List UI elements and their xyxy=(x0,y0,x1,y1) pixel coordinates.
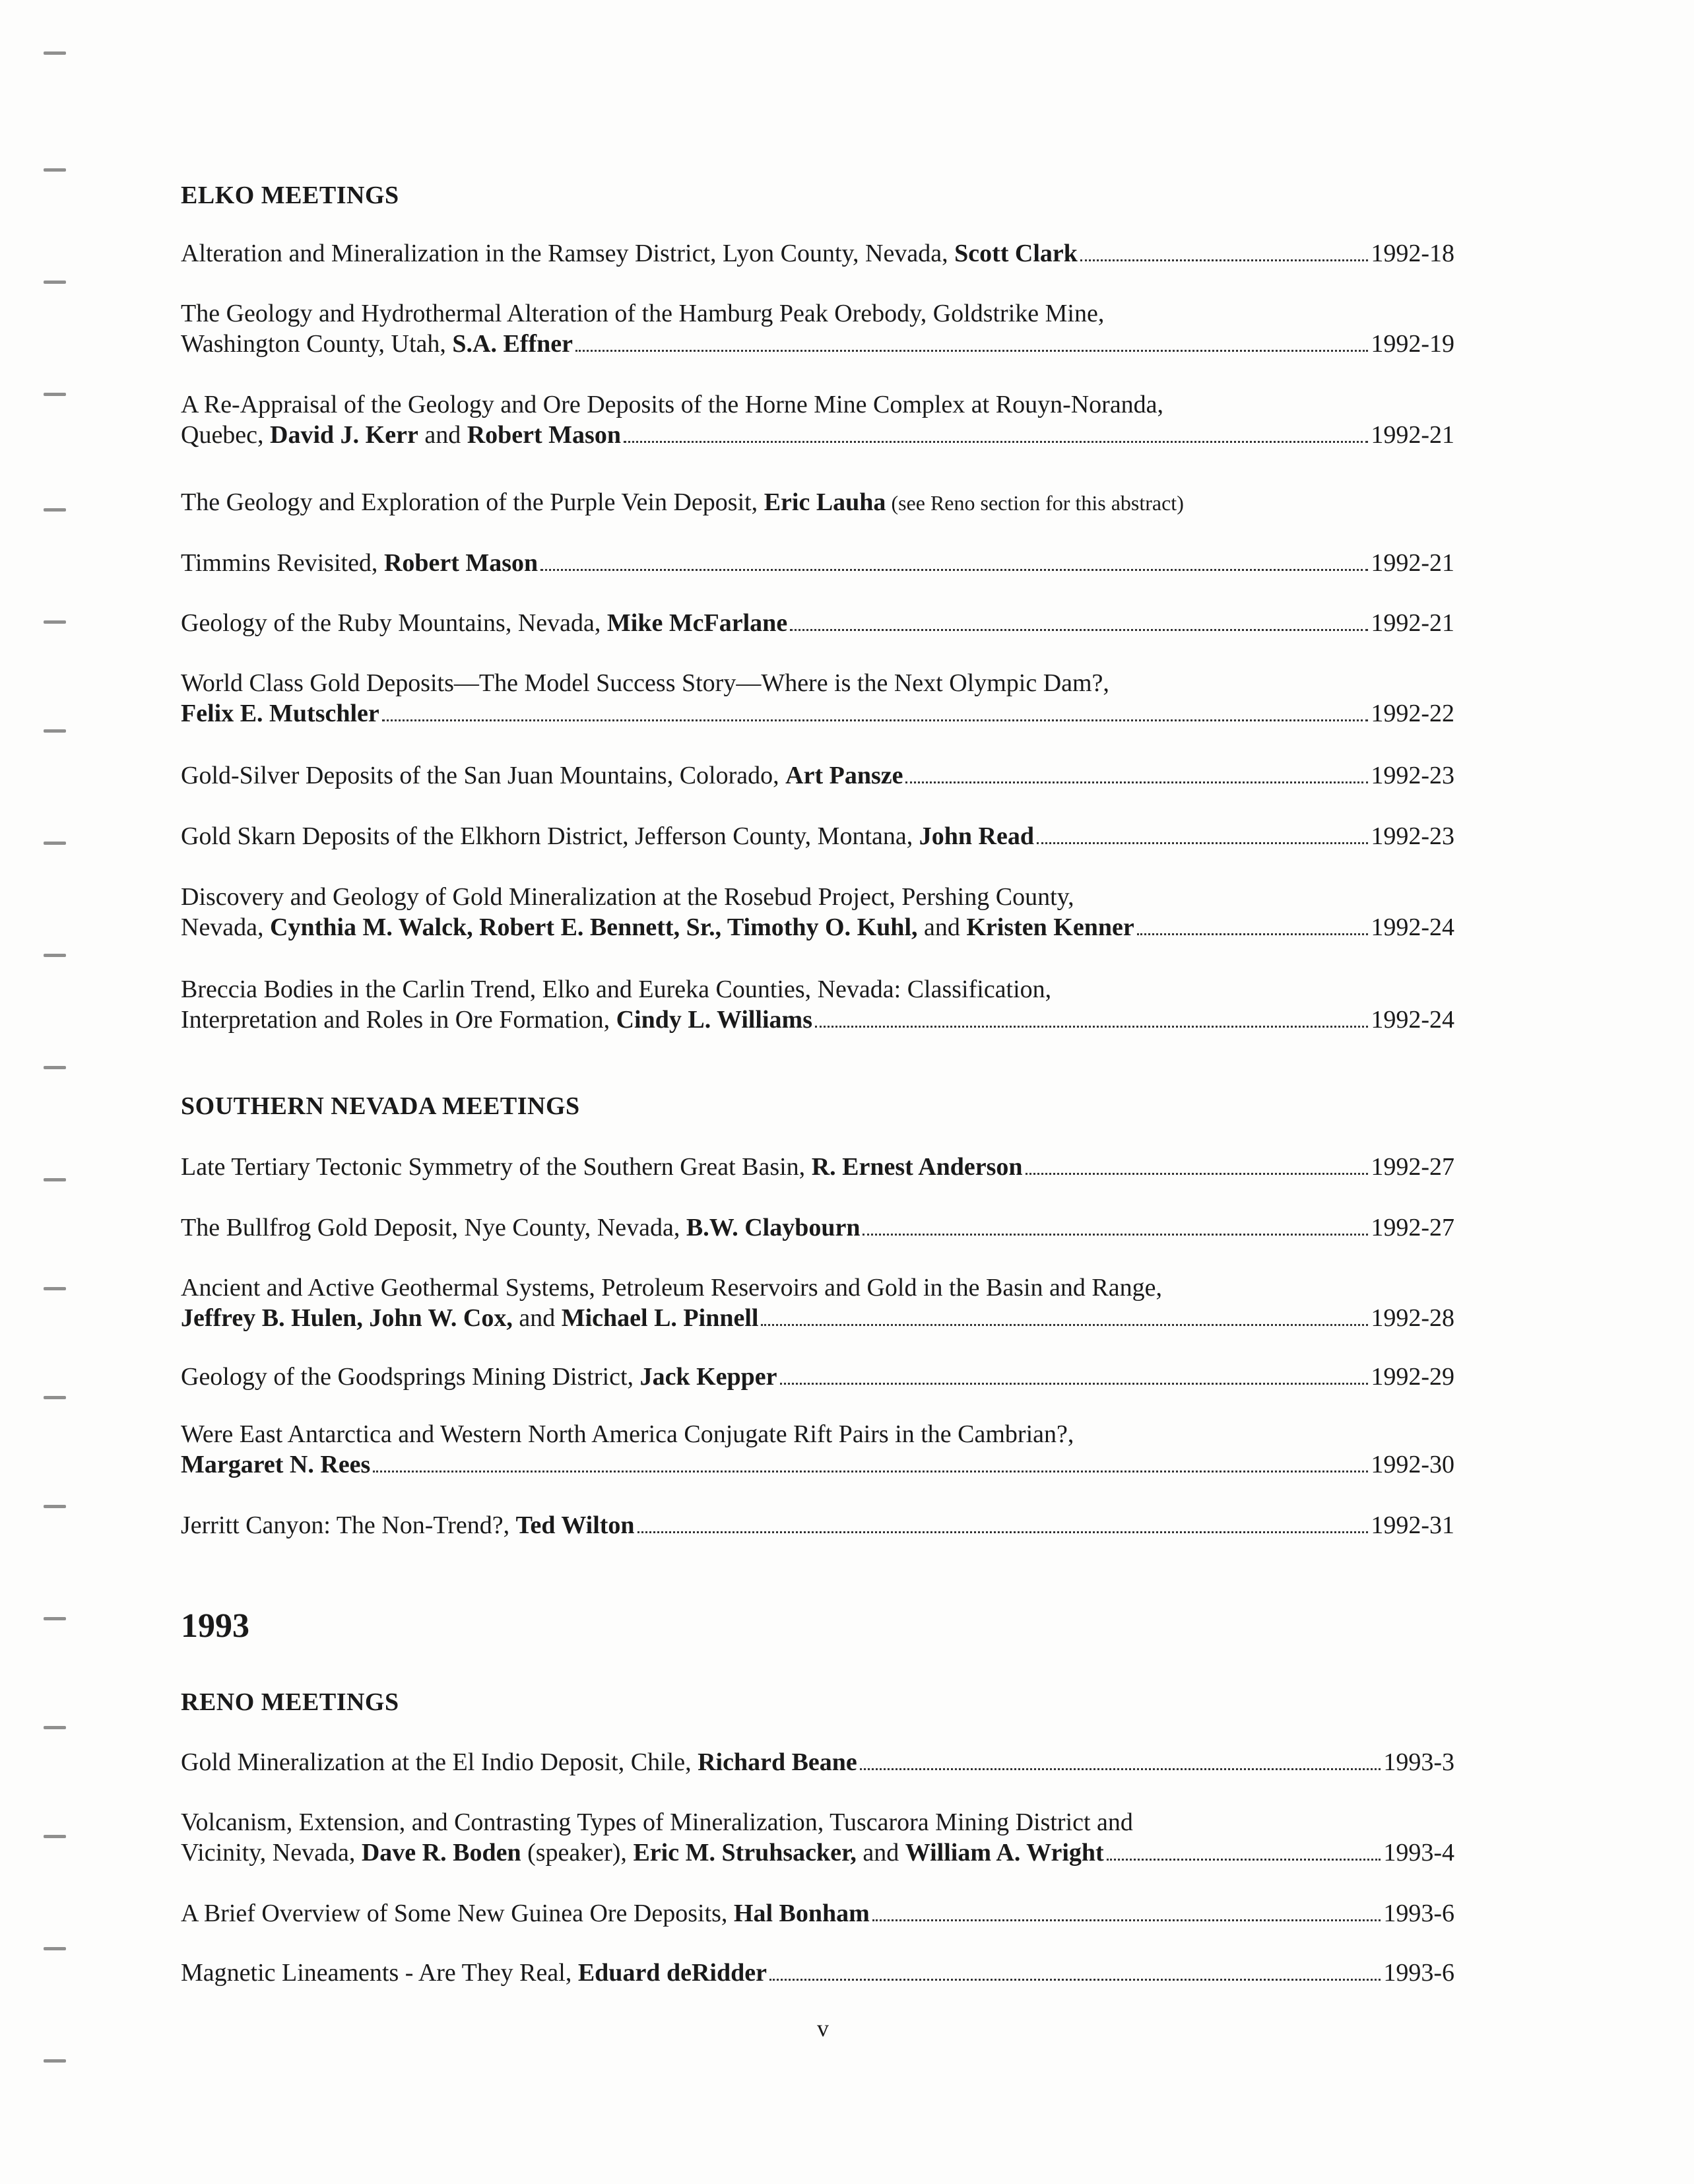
entry-author: Kristen Kenner xyxy=(966,913,1134,941)
entry-page: 1992-27 xyxy=(1371,1214,1454,1241)
dot-leader xyxy=(373,1471,1368,1473)
entry-title-line: Volcanism, Extension, and Contrasting Types of Mineralization, Tuscarora Mining District and xyxy=(181,1808,1133,1836)
entry-title: Magnetic Lineaments - Are They Real, xyxy=(181,1959,578,1987)
entry-author: Hal Bonham xyxy=(733,1900,870,1927)
toc-entry xyxy=(181,548,1454,578)
entry-author: S.A. Effner xyxy=(452,330,573,358)
dot-leader xyxy=(863,1234,1368,1236)
toc-entry xyxy=(181,298,1454,359)
entry-page: 1993-4 xyxy=(1383,1839,1454,1867)
entry-author: David J. Kerr xyxy=(270,421,418,449)
entry-author: Felix E. Mutschler xyxy=(181,700,379,727)
toc-entry xyxy=(181,1898,1454,1929)
entry-page: 1992-21 xyxy=(1371,609,1454,637)
entry-page: 1992-21 xyxy=(1371,421,1454,449)
dot-leader xyxy=(872,1919,1381,1921)
entry-page: 1992-18 xyxy=(1371,240,1454,267)
entry-page: 1993-6 xyxy=(1383,1959,1454,1987)
dot-leader xyxy=(1026,1173,1369,1175)
entry-author: Richard Beane xyxy=(698,1748,857,1776)
entry-author: Eric M. Struhsacker, xyxy=(633,1839,857,1867)
entry-title-line: Ancient and Active Geothermal Systems, Petroleum Reservoirs and Gold in the Basin and Range, xyxy=(181,1274,1162,1302)
entry-title: Quebec, xyxy=(181,421,271,449)
entry-title: Interpretation and Roles in Ore Formation, xyxy=(181,1006,616,1034)
entry-title-line: Discovery and Geology of Gold Mineralization at the Rosebud Project, Pershing County, xyxy=(181,883,1074,911)
dot-leader xyxy=(1037,842,1368,844)
entry-title: Jerritt Canyon: The Non-Trend?, xyxy=(181,1511,516,1539)
toc-entry xyxy=(181,1212,1454,1243)
entry-author: Scott Clark xyxy=(954,240,1078,267)
entry-page: 1992-24 xyxy=(1371,913,1454,941)
dot-leader xyxy=(1080,259,1368,261)
entry-note: (see Reno section for this abstract) xyxy=(886,491,1184,515)
entry-author: Robert Mason xyxy=(383,549,538,577)
toc-entry xyxy=(181,1747,1454,1777)
entry-page: 1992-30 xyxy=(1371,1451,1454,1478)
dot-leader xyxy=(780,1383,1369,1385)
entry-author: Jack Kepper xyxy=(639,1363,777,1391)
toc-entry xyxy=(181,238,1454,269)
entry-title: Gold Skarn Deposits of the Elkhorn District, Jefferson County, Montana, xyxy=(181,822,919,850)
year-heading: 1993 xyxy=(181,1607,249,1645)
toc-entry xyxy=(181,1419,1454,1480)
entry-title-line: World Class Gold Deposits—The Model Success Story—Where is the Next Olympic Dam?, xyxy=(181,669,1109,697)
entry-title: The Bullfrog Gold Deposit, Nye County, Nevada, xyxy=(181,1214,686,1241)
entry-author: Cindy L. Williams xyxy=(616,1006,812,1034)
dot-leader xyxy=(624,441,1368,443)
toc-entry xyxy=(181,608,1454,638)
dot-leader xyxy=(637,1531,1369,1533)
toc-entry xyxy=(181,974,1454,1035)
entry-title-line: The Geology and Hydrothermal Alteration of the Hamburg Peak Orebody, Goldstrike Mine, xyxy=(181,300,1105,327)
entry-title: Timmins Revisited, xyxy=(181,549,384,577)
entry-author: Robert Mason xyxy=(467,421,621,449)
entry-author: Michael L. Pinnell xyxy=(561,1304,759,1332)
entry-author: Dave R. Boden xyxy=(361,1839,521,1867)
toc-entry: Ancient and Active Geothermal Systems, Petroleum Reservoirs and Gold in the Basin and Range, Jeffrey B. Hulen, John W. Cox, and Michael L. Pinnell 1992-28 xyxy=(181,1274,1454,1332)
entry-title: The Geology and Exploration of the Purple Vein Deposit, xyxy=(181,488,764,516)
entry-title-line: A Re-Appraisal of the Geology and Ore Deposits of the Horne Mine Complex at Rouyn-Noranda, xyxy=(181,391,1164,418)
entry-title: Gold Mineralization at the El Indio Deposit, Chile, xyxy=(181,1748,698,1776)
entry-page: 1992-27 xyxy=(1371,1153,1454,1181)
toc-entry xyxy=(181,1362,1454,1392)
entry-title: A Brief Overview of Some New Guinea Ore Deposits, xyxy=(181,1900,734,1927)
entry-author: Mike McFarlane xyxy=(606,609,788,637)
entry-page: 1992-23 xyxy=(1371,822,1454,850)
section-heading-southern-nevada: SOUTHERN NEVADA MEETINGS xyxy=(181,1092,580,1120)
entry-page: 1992-29 xyxy=(1371,1363,1454,1391)
toc-entry xyxy=(181,1152,1454,1182)
dot-leader xyxy=(790,629,1368,631)
dot-leader xyxy=(575,350,1368,352)
entry-title: Geology of the Ruby Mountains, Nevada, xyxy=(181,609,607,637)
entry-title: Washington County, Utah, xyxy=(181,330,453,358)
entry-page: 1992-31 xyxy=(1371,1511,1454,1539)
toc-entry xyxy=(181,760,1454,791)
section-heading-elko: ELKO MEETINGS xyxy=(181,182,399,209)
entry-title: Alteration and Mineralization in the Ramsey District, Lyon County, Nevada, xyxy=(181,240,955,267)
entry-author: Jeffrey B. Hulen, John W. Cox, xyxy=(181,1304,513,1332)
dot-leader xyxy=(761,1324,1368,1326)
entry-page: 1992-28 xyxy=(1371,1304,1454,1332)
dot-leader xyxy=(769,1979,1381,1981)
entry-author: Ted Wilton xyxy=(515,1511,635,1539)
entry-author: B.W. Claybourn xyxy=(686,1214,861,1241)
dot-leader xyxy=(860,1768,1381,1770)
entry-page: 1992-21 xyxy=(1371,549,1454,577)
entry-author: John Read xyxy=(919,822,1034,850)
toc-entry xyxy=(181,487,1454,518)
dot-leader xyxy=(540,569,1368,571)
toc-entry xyxy=(181,1958,1454,1988)
toc-entry xyxy=(181,1510,1454,1540)
entry-title: Gold-Silver Deposits of the San Juan Mountains, Colorado, xyxy=(181,762,786,789)
entry-author: R. Ernest Anderson xyxy=(811,1153,1023,1181)
entry-title: Geology of the Goodsprings Mining District, xyxy=(181,1363,640,1391)
entry-title: Vicinity, Nevada, xyxy=(181,1839,362,1867)
entry-page: 1992-24 xyxy=(1371,1006,1454,1034)
binding-punch-marks xyxy=(38,0,71,2184)
toc-entry xyxy=(181,821,1454,851)
entry-title: Late Tertiary Tectonic Symmetry of the Southern Great Basin, xyxy=(181,1153,812,1181)
entry-page: 1992-23 xyxy=(1371,762,1454,789)
entry-author: William A. Wright xyxy=(905,1839,1104,1867)
toc-entry: Discovery and Geology of Gold Mineralization at the Rosebud Project, Pershing County, Nevada, Cynthia M. Walck, Robert E. Bennett, Sr., Timothy O. Kuhl, and Kristen Kenner 1992-24 xyxy=(181,883,1454,941)
entry-page: 1993-6 xyxy=(1383,1900,1454,1927)
entry-title: Nevada, xyxy=(181,913,271,941)
dot-leader xyxy=(815,1026,1368,1028)
entry-page: 1992-19 xyxy=(1371,330,1454,358)
entry-author: Cynthia M. Walck, Robert E. Bennett, Sr., Timothy O. Kuhl, xyxy=(270,913,918,941)
section-heading-reno: RENO MEETINGS xyxy=(181,1688,399,1716)
entry-author: Art Pansze xyxy=(785,762,903,789)
toc-entry: A Re-Appraisal of the Geology and Ore Deposits of the Horne Mine Complex at Rouyn-Noranda, Quebec, David J. Kerr and Robert Mason 1992-21 xyxy=(181,391,1454,449)
entry-page: 1993-3 xyxy=(1383,1748,1454,1776)
entry-title-line: Breccia Bodies in the Carlin Trend, Elko and Eureka Counties, Nevada: Classification, xyxy=(181,976,1052,1003)
page-number: v xyxy=(817,2015,829,2041)
entry-page: 1992-22 xyxy=(1371,700,1454,727)
dot-leader xyxy=(382,719,1369,721)
dot-leader xyxy=(1137,933,1369,935)
entry-author: Eduard deRidder xyxy=(577,1959,767,1987)
toc-entry: Volcanism, Extension, and Contrasting Types of Mineralization, Tuscarora Mining District and Vicinity, Nevada, Dave R. Boden (speaker), Eric M. Struhsacker, and William A. Wright 1993-4 xyxy=(181,1808,1454,1867)
dot-leader xyxy=(905,781,1368,783)
entry-title-line: Were East Antarctica and Western North America Conjugate Rift Pairs in the Cambrian?, xyxy=(181,1420,1074,1448)
toc-entry xyxy=(181,668,1454,729)
dot-leader xyxy=(1107,1859,1381,1861)
entry-author: Margaret N. Rees xyxy=(181,1451,371,1478)
entry-author: Eric Lauha xyxy=(764,488,886,516)
